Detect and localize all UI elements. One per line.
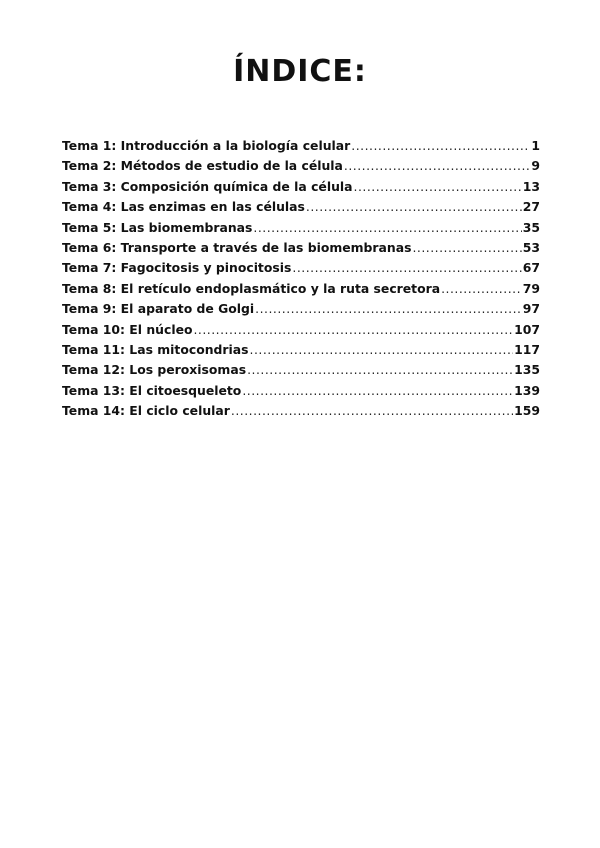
toc-entry-label: Tema 8: El retículo endoplasmático y la ruta secretora [62,280,441,296]
toc-entry-label: Tema 12: Los peroxisomas [62,362,247,378]
toc-entry-label: Tema 13: El citoesqueleto [62,382,242,398]
toc-entry-page: 9 [531,158,540,174]
toc-entry [62,281,540,301]
toc-dot-leader [231,403,513,418]
toc-entry [62,301,540,321]
toc-dot-leader [354,179,522,194]
toc-dot-leader [344,158,530,173]
toc-entry-page: 135 [514,362,540,378]
toc-entry-label: Tema 7: Fagocitosis y pinocitosis [62,260,292,276]
toc-entry-page: 139 [514,382,540,398]
toc-dot-leader [306,199,522,214]
toc-entry-label: Tema 14: El ciclo celular [62,403,230,419]
toc-entry [62,199,540,219]
toc-entry [62,403,540,423]
toc-entry-label: Tema 9: El aparato de Golgi [62,301,255,317]
toc-dot-leader [412,240,521,255]
toc-entry-page: 1 [531,138,540,153]
toc-entry [62,322,540,342]
toc-entry [62,179,540,199]
toc-entry [62,362,540,382]
toc-dot-leader [242,383,513,398]
toc-entry-page: 53 [522,239,540,255]
toc-entry [62,260,540,280]
toc-entry [62,383,540,403]
toc-entry-page: 79 [522,280,540,296]
toc-dot-leader [250,342,514,357]
toc-entry-page: 159 [514,403,540,419]
toc-entry-page: 97 [522,301,540,317]
toc-entry-label: Tema 6: Transporte a través de las biomembranas [62,239,412,255]
toc-dot-leader [292,260,521,275]
toc-dot-leader [253,220,521,235]
toc-entry-label: Tema 3: Composición química de la célula [62,178,353,194]
toc-dot-leader [193,322,513,337]
toc-entry-label: Tema 4: Las enzimas en las células [62,199,305,215]
toc-entry-label: Tema 1: Introducción a la biología celular [62,138,351,153]
toc-entry [62,342,540,362]
toc-entry-page: 35 [522,219,540,235]
toc-dot-leader [351,138,530,153]
toc-entry-page: 67 [522,260,540,276]
toc-entry-label: Tema 11: Las mitocondrias [62,341,249,357]
toc-entry [62,158,540,178]
toc-entry-page: 27 [522,199,540,215]
toc-dot-leader [255,301,522,316]
toc-entry-label: Tema 10: El núcleo [62,321,193,337]
toc-entry-label: Tema 2: Métodos de estudio de la célula [62,158,343,174]
toc-dot-leader [441,281,522,296]
toc-entry [62,240,540,260]
toc-entry-page: 107 [514,321,540,337]
toc-entry-page: 117 [514,341,540,357]
toc-entry-page: 13 [522,178,540,194]
toc-entry [62,138,540,158]
table-of-contents [62,138,540,423]
toc-entry-label: Tema 5: Las biomembranas [62,219,253,235]
page-title: ÍNDICE: [233,54,367,89]
toc-entry [62,220,540,240]
toc-dot-leader [247,362,513,377]
